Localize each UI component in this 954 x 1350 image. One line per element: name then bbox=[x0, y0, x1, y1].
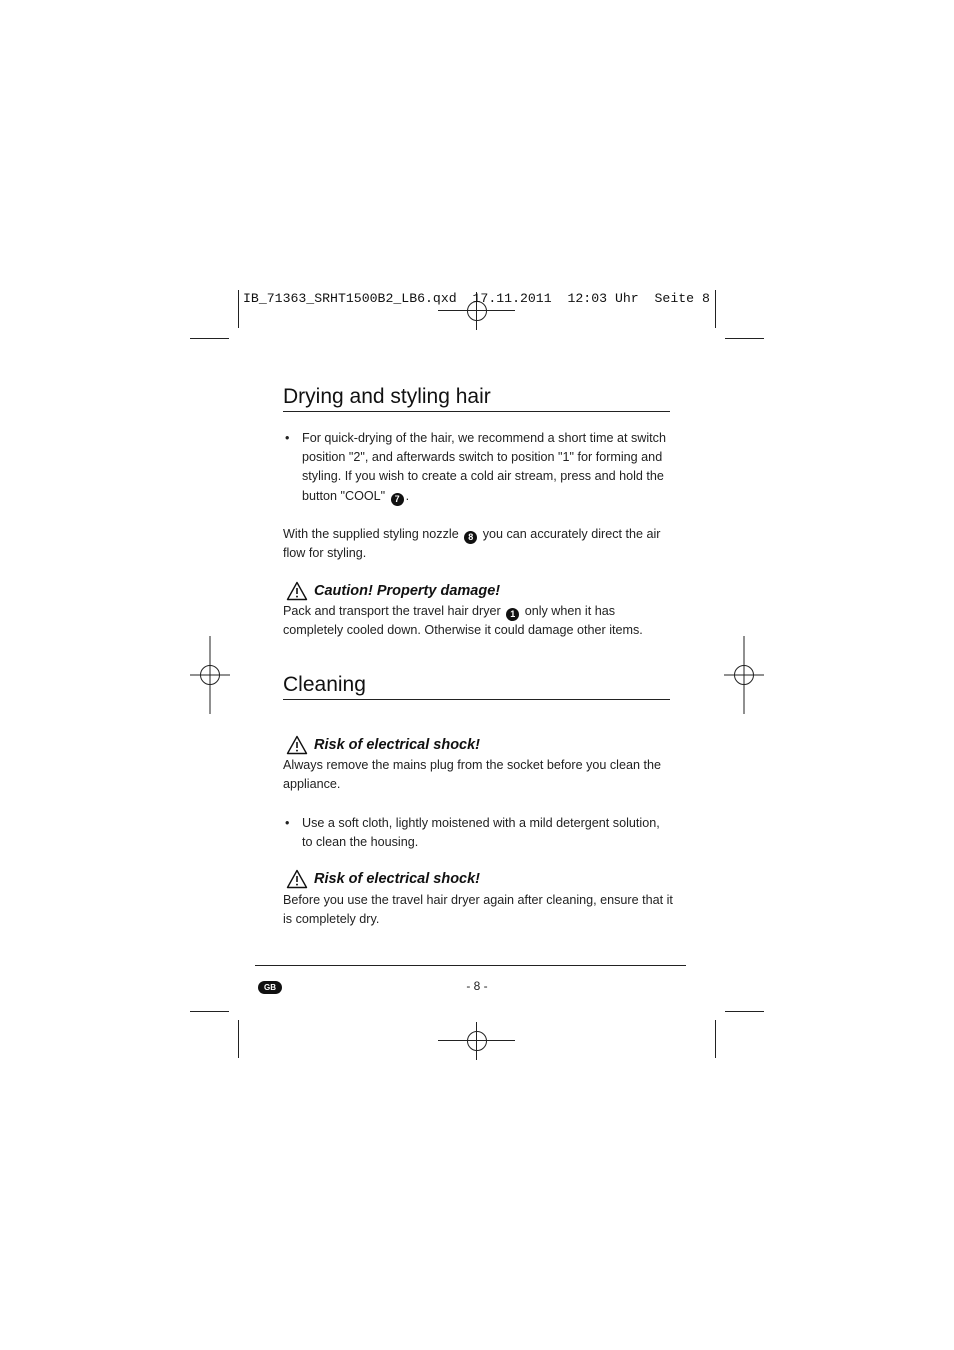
bullet-text: For quick-drying of the hair, we recommend a short time at switch position "2", and afterwards switch to position "1" for forming and styling. If you wish to create a cold air stream, press and hold the button "COOL" 7 . bbox=[302, 431, 666, 504]
bullet-text: Use a soft cloth, lightly moistened with a mild detergent solution, to clean the housing. bbox=[302, 816, 660, 850]
footer-rule bbox=[255, 965, 686, 966]
warning-text: Pack and transport the travel hair dryer 1 only when it has completely cooled down. Otherwise it could damage other items. bbox=[283, 604, 643, 638]
registration-mark-bottom bbox=[465, 1029, 489, 1053]
bullet-dot: • bbox=[285, 816, 290, 830]
item-ref-badge: 7 bbox=[391, 493, 404, 506]
registration-mark-right bbox=[724, 636, 764, 714]
warning-triangle-icon bbox=[286, 869, 308, 889]
title-rule bbox=[283, 411, 670, 412]
registration-mark-left bbox=[190, 636, 230, 714]
warning-text: Always remove the mains plug from the socket before you clean the appliance. bbox=[283, 758, 662, 792]
page-number: - 8 - bbox=[466, 979, 488, 993]
title-rule bbox=[283, 699, 670, 700]
section-title-drying: Drying and styling hair bbox=[283, 385, 491, 408]
warning-triangle-icon bbox=[286, 581, 308, 601]
section-title-cleaning: Cleaning bbox=[283, 673, 366, 696]
warning-triangle-icon bbox=[286, 735, 308, 755]
item-ref-badge: 8 bbox=[464, 531, 477, 544]
file-slug: IB_71363_SRHT1500B2_LB6.qxd 17.11.2011 12:03 Uhr Seite 8 bbox=[243, 291, 710, 306]
bullet-dot: • bbox=[285, 431, 290, 445]
paragraph-nozzle: With the supplied styling nozzle 8 you can accurately direct the air flow for styling. bbox=[283, 527, 661, 561]
language-badge: GB bbox=[258, 981, 282, 994]
warning-text: Before you use the travel hair dryer again after cleaning, ensure that it is completely dry. bbox=[283, 893, 673, 927]
item-ref-badge: 1 bbox=[506, 608, 519, 621]
